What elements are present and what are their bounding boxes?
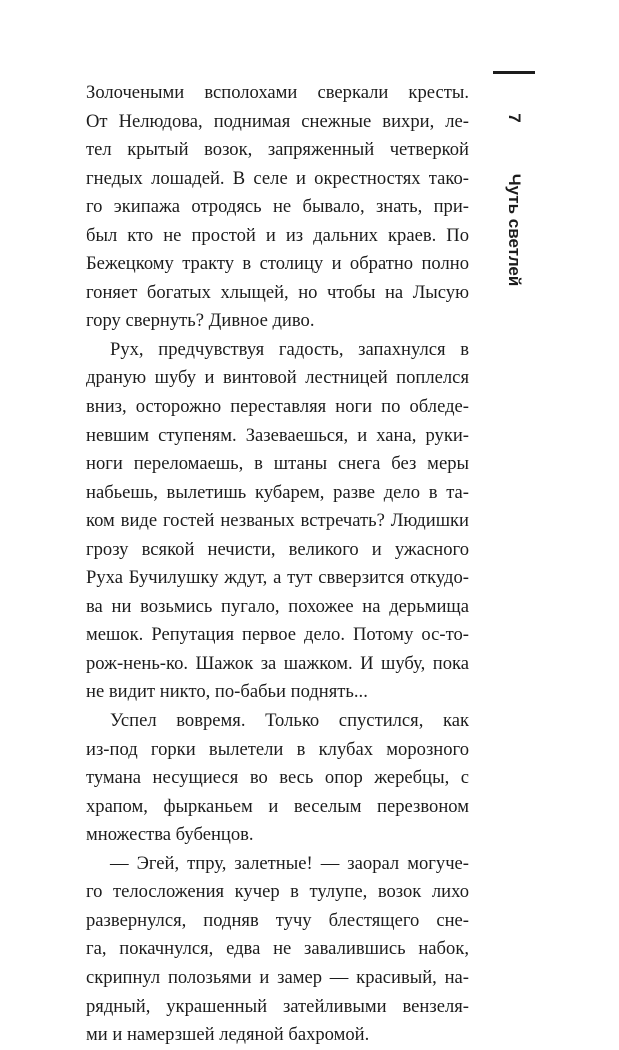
body-text (86, 79, 469, 1050)
text-line: От Нелюдова, поднимая снежные вихри, ле- (86, 110, 469, 132)
text-line: скрипнул полозьями и замер — красивый, на- (86, 966, 469, 988)
text-line: рож-нень-ко. Шажок за шажком. И шубу, пока (86, 652, 469, 674)
text-line: гору свернуть? Дивное диво. (86, 310, 315, 332)
page-number: 7 (505, 113, 524, 123)
text-line: Рух, предчувствуя гадость, запахнулся в (110, 338, 469, 360)
text-line: го экипажа отродясь не бывало, знать, при- (86, 196, 469, 218)
text-line: ноги переломаешь, в штаны снега без меры (86, 453, 469, 475)
text-line: Руха Бучилушку ждут, а тут свверзится откудо- (86, 567, 469, 589)
text-line: невшим ступеням. Зазеваешься, и хана, руки- (86, 424, 469, 446)
text-line: развернулся, подняв тучу блестящего сне- (86, 909, 469, 931)
text-line: множества бубенцов. (86, 824, 254, 846)
text-line: га, покачнулся, едва не завалившись набок, (86, 938, 469, 960)
text-line: Бежецкому тракту в столицу и обратно полно (86, 253, 469, 275)
running-title: Чуть светлей (505, 173, 524, 287)
text-line: Золочеными всполохами сверкали кресты. (86, 82, 469, 103)
text-line: — Эгей, тпру, залетные! — заорал могуче- (110, 852, 469, 874)
text-line: мешок. Репутация первое дело. Потому ос-то- (86, 624, 469, 646)
text-line: вниз, осторожно переставляя ноги по обледе- (86, 396, 469, 418)
text-line: храпом, фырканьем и веселым перезвоном (86, 795, 469, 817)
text-line: гнедых лошадей. В селе и окрестностях тако- (86, 167, 469, 189)
text-line: рядный, украшенный затейливыми вензеля- (86, 995, 469, 1017)
text-line: Успел вовремя. Только спустился, как (110, 710, 469, 732)
text-line: ми и намерзшей ледяной бахромой. (86, 1024, 370, 1046)
text-line: го телосложения кучер в тулупе, возок лихо (86, 881, 469, 903)
text-line: ва ни возьмись пугало, похожее на дерьмища (86, 595, 469, 617)
text-line: тумана несущиеся во весь опор жеребцы, с (86, 767, 469, 789)
text-line: гоняет богатых хлыщей, но чтобы на Лысую (86, 281, 469, 303)
text-line: ком виде гостей незваных встречать? Людишки (86, 510, 469, 532)
header-rule (493, 71, 535, 74)
text-line: грозу всякой нечисти, великого и ужасного (86, 538, 469, 560)
text-line: драную шубу и винтовой лестницей поплелся (86, 367, 469, 389)
text-line: не видит никто, по-бабьи поднять... (86, 681, 368, 703)
text-line: из-под горки вылетели в клубах морозного (86, 738, 469, 760)
text-line: был кто не простой и из дальних краев. По (86, 224, 469, 246)
text-line: набьешь, вылетишь кубарем, разве дело в та- (86, 481, 469, 503)
text-line: тел крытый возок, запряженный четверкой (86, 139, 469, 161)
